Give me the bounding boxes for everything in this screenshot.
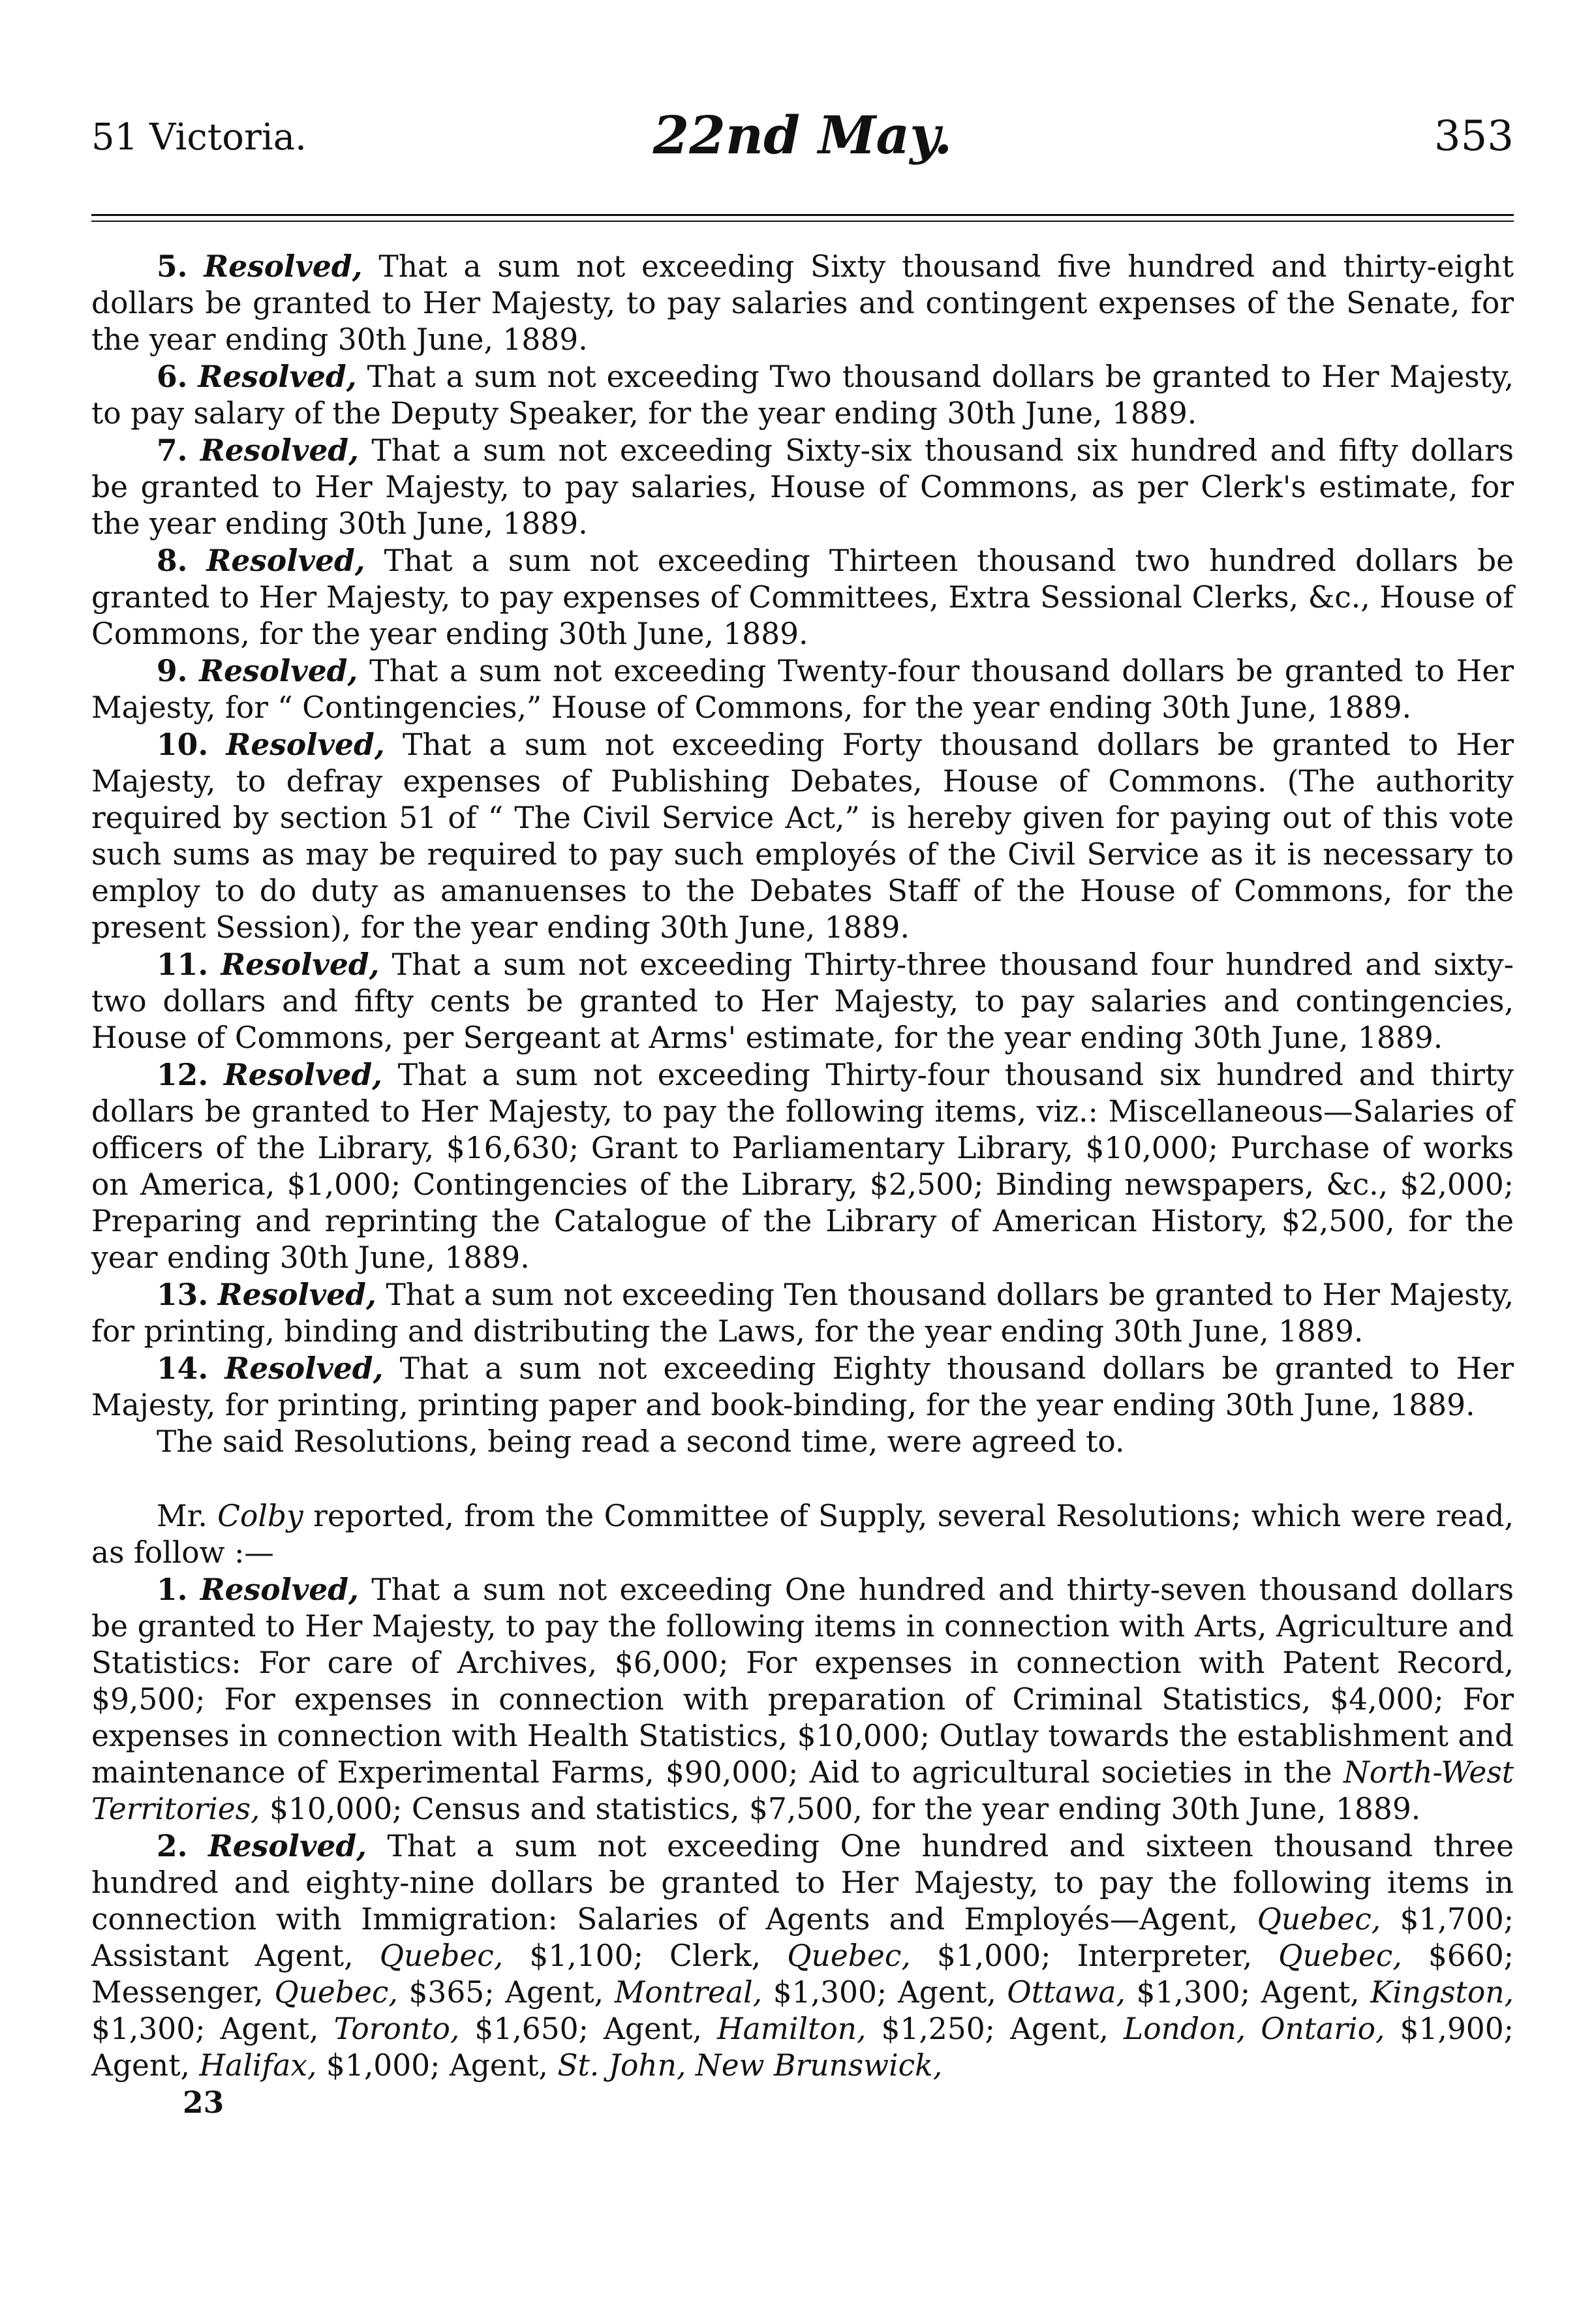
resolved-keyword: Resolved, bbox=[223, 1057, 382, 1092]
place-name: Quebec, bbox=[1257, 1902, 1381, 1937]
resolution-paragraph bbox=[91, 946, 1514, 1056]
place-name: London, Ontario, bbox=[1124, 2012, 1385, 2046]
place-name: Quebec, bbox=[379, 1939, 504, 1973]
resolution-number: 13. bbox=[157, 1277, 209, 1312]
resolved-keyword: Resolved, bbox=[226, 727, 385, 762]
item-amount: $1,300; Agent, bbox=[1125, 1975, 1371, 2010]
item-amount: $1,700; Assistant Agent, bbox=[91, 1902, 1514, 1973]
resolution-number: 9. bbox=[157, 653, 188, 688]
item-amount: $365; Agent, bbox=[397, 1975, 615, 2010]
item-amount: $660; Messenger, bbox=[91, 1939, 1514, 2010]
journal-body bbox=[91, 248, 1514, 2121]
resolution-text: That a sum not exceeding Sixty-six thousand six hundred and fifty dollars be granted to Her Majesty, to pay salaries, House of Commons, as per Clerk's estimate, for the year ending 30th June, 1889. bbox=[91, 433, 1514, 541]
resolution-number: 7. bbox=[157, 433, 188, 468]
resolution-text: That a sum not exceeding One hundred and sixteen thousand three hundred and eighty-nine dollars be granted to Her Majesty, to pay the following items in connection with Immigration: Salaries of Agents and Employés—Agent, bbox=[91, 1829, 1514, 1937]
item-amount: $1,900; Agent, bbox=[91, 2012, 1514, 2083]
resolution-paragraph bbox=[91, 1276, 1514, 1350]
resolution-text: That a sum not exceeding Eighty thousand dollars be granted to Her Majesty, for printing, printing paper and book-binding, for the year ending 30th June, 1889. bbox=[91, 1351, 1514, 1422]
item-amount: $1,300; Agent, bbox=[762, 1975, 1007, 2010]
journal-page bbox=[91, 98, 1514, 2121]
resolution-1 bbox=[91, 1571, 1514, 1828]
place-name: Quebec, bbox=[274, 1975, 398, 2010]
resolved-keyword: Resolved, bbox=[199, 653, 358, 688]
resolved-keyword: Resolved, bbox=[206, 543, 365, 578]
header-rule bbox=[91, 214, 1514, 222]
resolution-paragraph bbox=[91, 1056, 1514, 1276]
resolution-text: That a sum not exceeding Thirteen thousand two hundred dollars be granted to Her Majesty, to pay expenses of Committees, Extra Sessional Clerks, &c., House of Commons, for the year ending 30th June, 1889. bbox=[91, 544, 1514, 651]
page-number: 353 bbox=[1434, 112, 1514, 161]
resolution-paragraph bbox=[91, 248, 1514, 358]
resolution-number: 12. bbox=[157, 1057, 209, 1092]
item-amount: $1,100; Clerk, bbox=[503, 1939, 788, 1973]
page-date: 22nd May. bbox=[652, 104, 953, 166]
signature-mark: 23 bbox=[183, 2085, 224, 2120]
resolution-text: That a sum not exceeding Thirty-four thousand six hundred and thirty dollars be granted to Her Majesty, to pay the following items, viz.: Miscellaneous—Salaries of officers of the Library, $16,630; Grant to Parliamentary Library, $10,000; Purchase of works on America, $1,000; Contingencies of the Library, $2,500; Binding newspapers, &c., $2,000; Preparing and reprinting the Catalogue of the Library of American History, $2,500, for the year ending 30th June, 1889. bbox=[91, 1058, 1514, 1275]
resolution-number: 6. bbox=[157, 359, 188, 394]
item-amount: $1,650; Agent, bbox=[459, 2012, 717, 2046]
resolution-paragraph bbox=[91, 358, 1514, 432]
rule-thin bbox=[91, 221, 1514, 222]
resolution-paragraph bbox=[91, 652, 1514, 726]
resolved-keyword: Resolved, bbox=[224, 1351, 384, 1386]
place-name: Toronto, bbox=[333, 2012, 460, 2046]
resolution-text: That a sum not exceeding Thirty-three thousand four hundred and sixty-two dollars and fifty cents be granted to Her Majesty, to pay salaries and contingencies, House of Commons, per Sergeant at Arms' estimate, for the year ending 30th June, 1889. bbox=[91, 947, 1514, 1055]
rule-thick bbox=[91, 214, 1514, 216]
resolution-paragraph bbox=[91, 542, 1514, 652]
place-name: Quebec, bbox=[1278, 1939, 1402, 1973]
report-paragraph bbox=[91, 1498, 1514, 1571]
place-name: Montreal, bbox=[614, 1975, 763, 2010]
resolution-paragraph bbox=[91, 726, 1514, 946]
item-amount: $1,000; Interpreter, bbox=[910, 1939, 1279, 1973]
section-gap bbox=[91, 1460, 1514, 1498]
report-prefix: Mr. bbox=[157, 1499, 207, 1533]
report-text: reported, from the Committee of Supply, several Resolutions; which were read, as follow :— bbox=[91, 1499, 1514, 1570]
resolution-number: 8. bbox=[157, 543, 188, 578]
resolved-keyword: Resolved, bbox=[204, 249, 363, 284]
resolutions-list bbox=[91, 248, 1514, 1424]
resolved-keyword: Resolved, bbox=[200, 433, 359, 468]
resolution-text: That a sum not exceeding Two thousand dollars be granted to Her Majesty, to pay salary of the Deputy Speaker, for the year ending 30th June, 1889. bbox=[91, 360, 1514, 431]
resolved-keyword: Resolved, bbox=[217, 1277, 376, 1312]
resolution-text: That a sum not exceeding Sixty thousand five hundred and thirty-eight dollars be granted to Her Majesty, to pay salaries and contingent expenses of the Senate, for the year ending 30th June, 1889. bbox=[91, 249, 1514, 357]
place-name: St. John, New Brunswick, bbox=[557, 2048, 943, 2083]
resolved-keyword: Resolved, bbox=[200, 1572, 359, 1607]
resolved-keyword: Resolved, bbox=[221, 947, 380, 982]
resolution-number: 1. bbox=[157, 1572, 188, 1607]
place-name: Halifax, bbox=[199, 2048, 317, 2083]
item-amount: $1,000; Agent, bbox=[316, 2048, 558, 2083]
running-header bbox=[91, 98, 1514, 176]
resolution-text: That a sum not exceeding Twenty-four thousand dollars be granted to Her Majesty, for “ Contingencies,” House of Commons, for the year ending 30th June, 1889. bbox=[91, 654, 1514, 725]
resolution-paragraph bbox=[91, 432, 1514, 542]
item-amount: $1,300; Agent, bbox=[91, 2012, 334, 2046]
resolved-keyword: Resolved, bbox=[198, 359, 357, 394]
resolution-number: 11. bbox=[157, 947, 209, 982]
resolution-number: 2. bbox=[157, 1828, 188, 1863]
resolved-keyword: Resolved, bbox=[207, 1828, 367, 1863]
resolution-text-cont: $10,000; Census and statistics, $7,500, for the year ending 30th June, 1889. bbox=[269, 1792, 1421, 1826]
resolution-number: 14. bbox=[157, 1351, 209, 1386]
resolution-text: That a sum not exceeding Ten thousand dollars be granted to Her Majesty, for printing, binding and distributing the Laws, for the year ending 30th June, 1889. bbox=[91, 1278, 1514, 1349]
place-name: Hamilton, bbox=[716, 2012, 867, 2046]
resolution-text: That a sum not exceeding Forty thousand dollars be granted to Her Majesty, to defray expenses of Publishing Debates, House of Commons. (The authority required by section 51 of “ The Civil Service Act,” is hereby given for paying out of this vote such sums as may be required to pay such employés of the Civil Service as it is necessary to employ to do duty as amanuenses to the Debates Staff of the House of Commons, for the present Session), for the year ending 30th June, 1889. bbox=[91, 728, 1514, 945]
resolution-2 bbox=[91, 1828, 1514, 2084]
place-name: Kingston, bbox=[1370, 1975, 1514, 2010]
resolution-paragraph bbox=[91, 1350, 1514, 1424]
agreed-line: The said Resolutions, being read a second time, were agreed to. bbox=[157, 1424, 1125, 1459]
member-name: Colby bbox=[217, 1499, 303, 1533]
resolution-text: That a sum not exceeding One hundred and thirty-seven thousand dollars be granted to Her Majesty, to pay the following items in connection with Arts, Agriculture and Statistics: For care of Archives, $6,000; For expenses in connection with Patent Record, $9,500; For expenses in connection with preparation of Criminal Statistics, $4,000; For expenses in connection with Health Statistics, $10,000; Outlay towards the establishment and maintenance of Experimental Farms, $90,000; Aid to agricultural societies in the bbox=[91, 1572, 1514, 1790]
place-name: Quebec, bbox=[787, 1939, 911, 1973]
place-name: Ottawa, bbox=[1007, 1975, 1126, 2010]
place-name: North-West Territories, bbox=[91, 1755, 1514, 1826]
resolution-number: 10. bbox=[157, 727, 209, 762]
item-amount: $1,250; Agent, bbox=[866, 2012, 1124, 2046]
resolution-number: 5. bbox=[157, 249, 188, 284]
regnal-year: 51 Victoria. bbox=[91, 116, 307, 159]
